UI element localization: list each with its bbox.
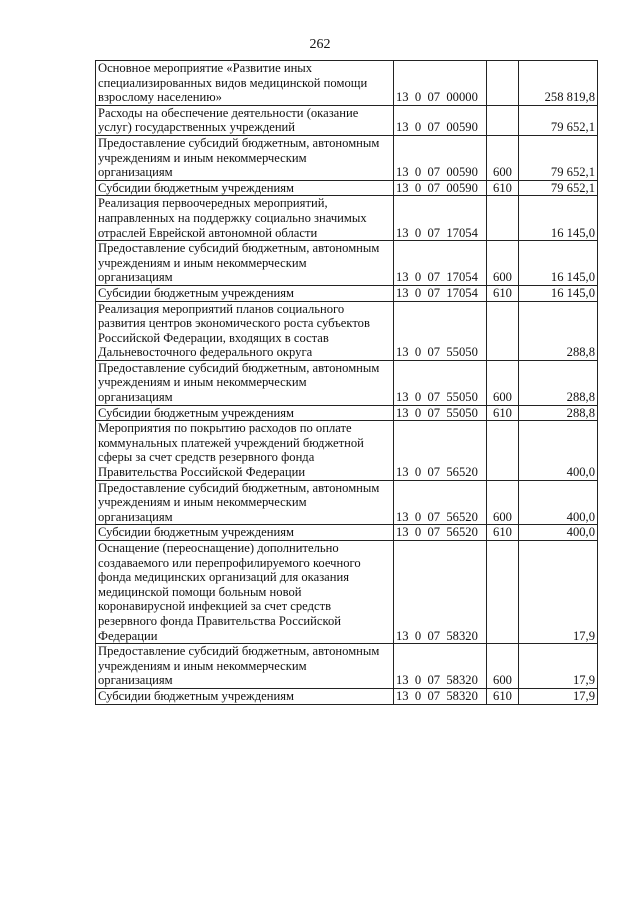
- item-name-cell: Предоставление субсидий бюджетным, автономным учреждениям и иным некоммерческим организациям: [96, 480, 394, 525]
- item-name-cell: Субсидии бюджетным учреждениям: [96, 180, 394, 196]
- expense-type-cell: [487, 196, 519, 241]
- item-name-cell: Предоставление субсидий бюджетным, автономным учреждениям и иным некоммерческим организациям: [96, 360, 394, 405]
- table-row: [96, 135, 598, 180]
- item-name-cell: Субсидии бюджетным учреждениям: [96, 688, 394, 704]
- amount-cell: 16 145,0: [519, 196, 598, 241]
- amount-cell: 16 145,0: [519, 285, 598, 301]
- item-name-cell: Предоставление субсидий бюджетным, автономным учреждениям и иным некоммерческим организациям: [96, 644, 394, 689]
- item-name-cell: Реализация мероприятий планов социального развития центров экономического роста субъектов Российской Федерации, входящих в состав Дальневосточного федерального округа: [96, 301, 394, 360]
- expense-type-cell: [487, 541, 519, 644]
- target-code-cell: 13 0 07 17054: [394, 196, 487, 241]
- table-row: [96, 285, 598, 301]
- item-name-cell: Субсидии бюджетным учреждениям: [96, 525, 394, 541]
- expense-type-cell: [487, 421, 519, 480]
- target-code-cell: 13 0 07 58320: [394, 541, 487, 644]
- item-name-cell: Реализация первоочередных мероприятий, направленных на поддержку социально значимых отраслей Еврейской автономной области: [96, 196, 394, 241]
- expense-type-cell: [487, 61, 519, 106]
- target-code-cell: 13 0 07 58320: [394, 644, 487, 689]
- table-row: [96, 61, 598, 106]
- expense-type-cell: 600: [487, 480, 519, 525]
- table-row: [96, 105, 598, 135]
- target-code-cell: 13 0 07 00590: [394, 135, 487, 180]
- target-code-cell: 13 0 07 56520: [394, 480, 487, 525]
- table-row: [96, 525, 598, 541]
- item-name-cell: Предоставление субсидий бюджетным, автономным учреждениям и иным некоммерческим организациям: [96, 241, 394, 286]
- item-name-cell: Основное мероприятие «Развитие иных специализированных видов медицинской помощи взрослому населению»: [96, 61, 394, 106]
- amount-cell: 288,8: [519, 360, 598, 405]
- target-code-cell: 13 0 07 17054: [394, 285, 487, 301]
- target-code-cell: 13 0 07 17054: [394, 241, 487, 286]
- item-name-cell: Расходы на обеспечение деятельности (оказание услуг) государственных учреждений: [96, 105, 394, 135]
- table-row: [96, 241, 598, 286]
- target-code-cell: 13 0 07 00590: [394, 105, 487, 135]
- budget-table: [95, 60, 598, 705]
- amount-cell: 400,0: [519, 525, 598, 541]
- budget-table-body: [96, 61, 598, 705]
- table-row: [96, 180, 598, 196]
- item-name-cell: Оснащение (переоснащение) дополнительно создаваемого или перепрофилируемого коечного фонда медицинских организаций для оказания медицинской помощи больным новой коронавирусной инфекцией за счет средств резервного фонда Правительства Российской Федерации: [96, 541, 394, 644]
- amount-cell: 288,8: [519, 405, 598, 421]
- expense-type-cell: [487, 301, 519, 360]
- expense-type-cell: 600: [487, 135, 519, 180]
- item-name-cell: Субсидии бюджетным учреждениям: [96, 405, 394, 421]
- amount-cell: 288,8: [519, 301, 598, 360]
- table-row: [96, 688, 598, 704]
- expense-type-cell: 610: [487, 525, 519, 541]
- target-code-cell: 13 0 07 55050: [394, 360, 487, 405]
- amount-cell: 16 145,0: [519, 241, 598, 286]
- target-code-cell: 13 0 07 55050: [394, 301, 487, 360]
- amount-cell: 17,9: [519, 688, 598, 704]
- table-row: [96, 421, 598, 480]
- amount-cell: 400,0: [519, 480, 598, 525]
- target-code-cell: 13 0 07 58320: [394, 688, 487, 704]
- amount-cell: 258 819,8: [519, 61, 598, 106]
- target-code-cell: 13 0 07 56520: [394, 525, 487, 541]
- expense-type-cell: 600: [487, 360, 519, 405]
- expense-type-cell: [487, 105, 519, 135]
- table-row: [96, 541, 598, 644]
- amount-cell: 400,0: [519, 421, 598, 480]
- amount-cell: 79 652,1: [519, 180, 598, 196]
- expense-type-cell: 600: [487, 241, 519, 286]
- expense-type-cell: 610: [487, 405, 519, 421]
- page-number: 262: [309, 37, 331, 52]
- amount-cell: 17,9: [519, 541, 598, 644]
- table-row: [96, 480, 598, 525]
- item-name-cell: Предоставление субсидий бюджетным, автономным учреждениям и иным некоммерческим организациям: [96, 135, 394, 180]
- amount-cell: 17,9: [519, 644, 598, 689]
- table-row: [96, 301, 598, 360]
- amount-cell: 79 652,1: [519, 135, 598, 180]
- amount-cell: 79 652,1: [519, 105, 598, 135]
- table-row: [96, 644, 598, 689]
- table-row: [96, 405, 598, 421]
- target-code-cell: 13 0 07 00000: [394, 61, 487, 106]
- expense-type-cell: 610: [487, 688, 519, 704]
- target-code-cell: 13 0 07 55050: [394, 405, 487, 421]
- item-name-cell: Субсидии бюджетным учреждениям: [96, 285, 394, 301]
- target-code-cell: 13 0 07 56520: [394, 421, 487, 480]
- expense-type-cell: 610: [487, 285, 519, 301]
- table-row: [96, 360, 598, 405]
- expense-type-cell: 610: [487, 180, 519, 196]
- table-row: [96, 196, 598, 241]
- item-name-cell: Мероприятия по покрытию расходов по оплате коммунальных платежей учреждений бюджетной сферы за счет средств резервного фонда Правительства Российской Федерации: [96, 421, 394, 480]
- expense-type-cell: 600: [487, 644, 519, 689]
- target-code-cell: 13 0 07 00590: [394, 180, 487, 196]
